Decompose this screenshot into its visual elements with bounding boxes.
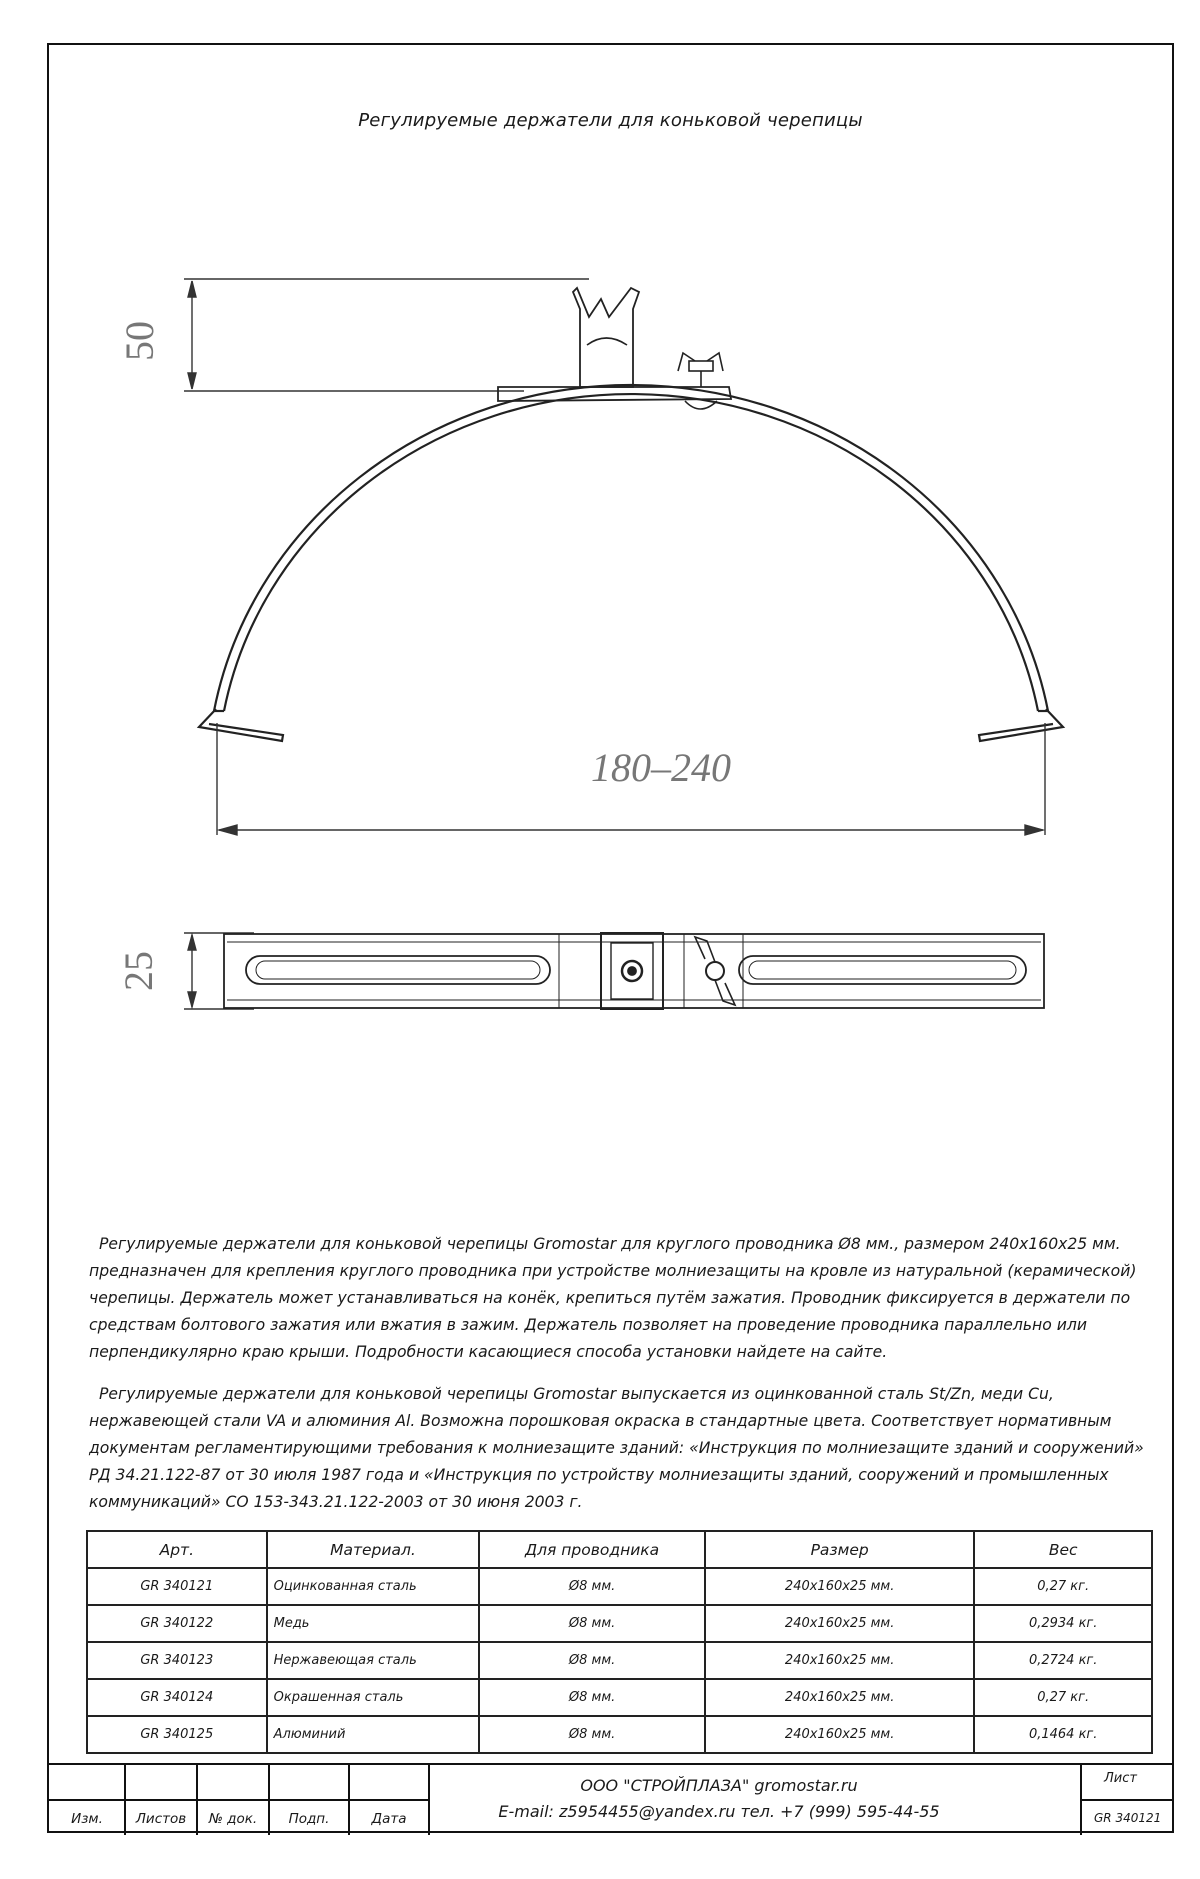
cell-conductor: Ø8 мм. <box>479 1679 705 1716</box>
cell-size: 240х160х25 мм. <box>705 1716 974 1753</box>
sheet-code: GR 340121 <box>1094 1811 1162 1825</box>
cell-weight: 0,27 кг. <box>974 1679 1152 1716</box>
cell-conductor: Ø8 мм. <box>479 1716 705 1753</box>
description-paragraph-2: Регулируемые держатели для коньковой черепицы Gromostar выпускается из оцинкованной сталь St/Zn, меди Cu, нержавеющей стали VA и алюминия Al. Возможна порошковая окраска в стандартные цвета. Соответствует нормативным документам регламентирующими требования к молниезащите зданий: «Инструкция по молниезащите зданий и сооружений» РД 34.21.122-87 от 30 июля 1987 года и «Инструкция по устройству молниезащиты зданий, сооружений и промышленных коммуникаций» СО 153-343.21.122-2003 от 30 июня 2003 г. <box>89 1385 1144 1511</box>
stamp-label-date: Дата <box>371 1811 407 1827</box>
cell-conductor: Ø8 мм. <box>479 1605 705 1642</box>
stamp-label-doc-number: № док. <box>208 1811 258 1827</box>
header-size: Размер <box>705 1531 974 1568</box>
dim-width-label: 25 <box>116 951 161 991</box>
page-title: Регулируемые держатели для коньковой черепицы <box>358 110 863 131</box>
header-conductor: Для проводника <box>479 1531 705 1568</box>
cell-conductor: Ø8 мм. <box>479 1568 705 1605</box>
cell-article: GR 340121 <box>87 1568 267 1605</box>
cell-article: GR 340122 <box>87 1605 267 1642</box>
title-block <box>49 1763 1172 1835</box>
cell-weight: 0,2934 кг. <box>974 1605 1152 1642</box>
cell-article: GR 340124 <box>87 1679 267 1716</box>
height-dimension <box>184 279 589 391</box>
table-row <box>87 1716 1152 1753</box>
cell-article: GR 340125 <box>87 1716 267 1753</box>
cell-size: 240х160х25 мм. <box>705 1642 974 1679</box>
header-article: Арт. <box>87 1531 267 1568</box>
table-header-row <box>87 1531 1152 1568</box>
cell-material: Алюминий <box>267 1716 480 1753</box>
drawing-sheet <box>47 43 1174 1833</box>
stamp-label-change: Изм. <box>71 1811 103 1827</box>
table-row <box>87 1605 1152 1642</box>
dim-span-label: 180–240 <box>591 745 731 790</box>
table-row <box>87 1568 1152 1605</box>
width-dimension <box>184 933 254 1009</box>
cell-size: 240х160х25 мм. <box>705 1679 974 1716</box>
cell-conductor: Ø8 мм. <box>479 1642 705 1679</box>
header-material: Материал. <box>267 1531 480 1568</box>
company-line-2: E-mail: z5954455@yandex.ru тел. +7 (999) 595-44-55 <box>498 1802 940 1821</box>
cell-material: Оцинкованная сталь <box>267 1568 480 1605</box>
header-weight: Вес <box>974 1531 1152 1568</box>
cell-weight: 0,1464 кг. <box>974 1716 1152 1753</box>
table-row <box>87 1642 1152 1679</box>
cell-weight: 0,27 кг. <box>974 1568 1152 1605</box>
company-info <box>429 1773 1009 1825</box>
spec-table <box>86 1530 1153 1754</box>
cell-material: Нержавеющая сталь <box>267 1642 480 1679</box>
cell-material: Медь <box>267 1605 480 1642</box>
top-view-strip <box>224 933 1044 1009</box>
cell-weight: 0,2724 кг. <box>974 1642 1152 1679</box>
sheet-label: Лист <box>1104 1771 1137 1786</box>
company-line-1: ООО "СТРОЙПЛАЗА" gromostar.ru <box>580 1776 858 1795</box>
cell-size: 240х160х25 мм. <box>705 1568 974 1605</box>
stamp-label-signature: Подп. <box>288 1811 330 1827</box>
table-row <box>87 1679 1152 1716</box>
dim-height-label: 50 <box>117 321 162 361</box>
cell-article: GR 340123 <box>87 1642 267 1679</box>
cell-size: 240х160х25 мм. <box>705 1605 974 1642</box>
description-paragraph-1: Регулируемые держатели для коньковой черепицы Gromostar для круглого проводника Ø8 мм., размером 240х160х25 мм. предназначен для крепления круглого проводника при устройстве молниезащиты на кровле из натуральной (керамической) черепицы. Держатель может устанавливаться на конёк, крепиться путём зажатия. Проводник фиксируется в держатели по средствам болтового зажатия или вжатия в зажим. Держатель позволяет на проведение проводника параллельно или перпендикулярно краю крыши. Подробности касающиеся способа установки найдете на сайте. <box>89 1235 1137 1361</box>
cell-material: Окрашенная сталь <box>267 1679 480 1716</box>
stamp-label-sheets: Листов <box>135 1811 187 1827</box>
technical-drawing <box>49 45 1176 1225</box>
arc-holder <box>199 288 1063 741</box>
